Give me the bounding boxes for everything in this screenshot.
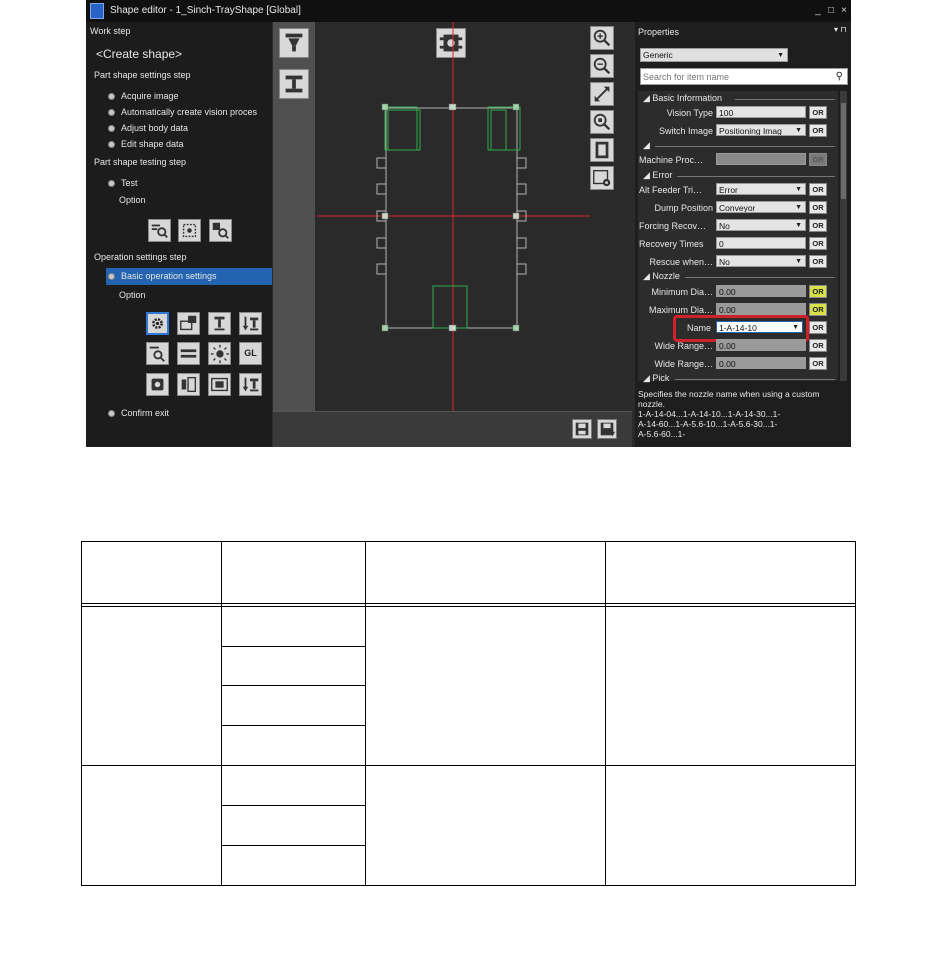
- gear-tool[interactable]: [146, 312, 169, 335]
- or-button[interactable]: OR: [809, 321, 827, 334]
- label-vision-type: Vision Type: [666, 108, 713, 118]
- table-row-rule: [221, 646, 365, 647]
- step-confirm-exit[interactable]: Confirm exit: [121, 408, 170, 418]
- step-bullet: [108, 410, 115, 417]
- camera-tool[interactable]: [177, 312, 200, 335]
- table-header-rule: [82, 606, 855, 607]
- handles: [382, 104, 519, 331]
- or-button[interactable]: OR: [809, 237, 827, 250]
- vision-type-field[interactable]: 100: [716, 106, 806, 118]
- component-body: [386, 108, 517, 328]
- table-divider: [605, 542, 606, 885]
- rescue-when-dropdown[interactable]: No ▼: [716, 255, 806, 267]
- shape-editor-window: [86, 0, 851, 447]
- table-row-rule: [82, 765, 855, 766]
- label-name: Name: [686, 323, 711, 333]
- or-button[interactable]: OR: [809, 339, 827, 352]
- description-line: A-14-60...1-A-5.6-10...1-A-5.6-30...1-: [638, 419, 778, 429]
- section-basic-information[interactable]: ◢ Basic Information: [643, 93, 722, 103]
- machine-proc-field: [716, 153, 806, 165]
- step-test[interactable]: Test: [121, 178, 138, 188]
- or-button[interactable]: OR: [809, 201, 827, 214]
- feeder-tool[interactable]: [177, 373, 200, 396]
- section-divider: [685, 277, 835, 278]
- place-arrow-tool-2[interactable]: [239, 373, 262, 396]
- table-row-rule: [221, 725, 365, 726]
- work-step-panel: [86, 22, 272, 447]
- label-switch-image: Switch Image: [658, 126, 713, 136]
- property-scrollbar[interactable]: [840, 91, 847, 381]
- maximize-button[interactable]: □: [827, 5, 835, 16]
- or-button[interactable]: OR: [809, 183, 827, 196]
- save-icon[interactable]: [572, 419, 592, 439]
- part-shape-testing-step: Part shape testing step: [94, 157, 187, 167]
- table-row-rule: [221, 685, 365, 686]
- inspect-zoom-tool[interactable]: [148, 219, 171, 242]
- nozzle-down-tool[interactable]: [208, 312, 231, 335]
- description-text: Specifies the nozzle name when using a custom nozzle.: [638, 389, 820, 409]
- step-acquire-image[interactable]: Acquire image: [121, 91, 179, 101]
- forcing-recov-dropdown[interactable]: No ▼: [716, 219, 806, 231]
- step-bullet: [108, 180, 115, 187]
- table-row-rule: [221, 845, 365, 846]
- table-header-rule: [82, 603, 855, 604]
- step-edit-shape-data[interactable]: Edit shape data: [121, 139, 184, 149]
- test-option-label: Option: [119, 195, 146, 205]
- label-maximum-dia: Maximum Dia…: [648, 305, 713, 315]
- save-as-icon[interactable]: [597, 419, 617, 439]
- wide-range-2-field[interactable]: 0.00: [716, 357, 806, 369]
- operation-option-label: Option: [119, 290, 146, 300]
- section-error[interactable]: ◢ Error: [643, 170, 673, 180]
- auto-detect-tool[interactable]: [178, 219, 201, 242]
- switch-image-dropdown[interactable]: Positioning Imag ▼: [716, 124, 806, 136]
- step-bullet: [108, 93, 115, 100]
- table-row-rule: [221, 805, 365, 806]
- step-bullet: [108, 273, 115, 280]
- description-line: A-5.6-60...1-: [638, 429, 686, 439]
- or-button[interactable]: OR: [809, 124, 827, 137]
- nozzle-name-dropdown[interactable]: 1-A-14-10 ▼: [716, 321, 803, 333]
- panel-pin-icon[interactable]: ▾ ⊓: [834, 25, 847, 34]
- description-line: 1-A-14-04...1-A-14-10...1-A-14-30...1-: [638, 409, 781, 419]
- gl-tool[interactable]: GL: [239, 342, 262, 365]
- create-shape-title: <Create shape>: [96, 47, 183, 61]
- section-divider: [655, 146, 835, 147]
- part-shape-settings-step: Part shape settings step: [94, 70, 191, 80]
- search-icon[interactable]: ⚲: [835, 71, 843, 82]
- section-divider: [735, 99, 835, 100]
- or-button[interactable]: OR: [809, 255, 827, 268]
- or-button[interactable]: OR: [809, 106, 827, 119]
- section-pick[interactable]: ◢ Pick: [643, 373, 670, 383]
- work-step-header: Work step: [90, 26, 131, 36]
- step-bullet: [108, 125, 115, 132]
- step-bullet: [108, 141, 115, 148]
- or-button-active[interactable]: OR: [809, 285, 827, 298]
- category-dropdown[interactable]: [640, 48, 788, 62]
- label-recovery-times: Recovery Times: [639, 239, 704, 249]
- grid-zoom-tool[interactable]: [209, 219, 232, 242]
- section-divider: [675, 379, 835, 380]
- label-rescue-when: Rescue when…: [649, 257, 713, 267]
- or-button-disabled: OR: [809, 153, 827, 166]
- section-collapsed[interactable]: ◢: [643, 140, 650, 150]
- or-button[interactable]: OR: [809, 357, 827, 370]
- inspect-tool-2[interactable]: [146, 342, 169, 365]
- properties-panel: [635, 22, 851, 447]
- wide-range-1-field[interactable]: 0.00: [716, 339, 806, 351]
- step-auto-create-vision[interactable]: Automatically create vision proces: [121, 107, 258, 117]
- place-arrow-tool[interactable]: [239, 312, 262, 335]
- label-wide-range-1: Wide Range…: [654, 341, 713, 351]
- maximum-dia-field[interactable]: 0.00: [716, 303, 806, 315]
- label-forcing-recov: Forcing Recov…: [639, 221, 707, 231]
- search-placeholder: Search for item name: [643, 72, 730, 82]
- window-title: Shape editor - 1_Sinch-TrayShape [Global]: [110, 5, 301, 16]
- property-description: [638, 389, 848, 439]
- alt-feeder-dropdown[interactable]: Error ▼: [716, 183, 806, 195]
- app-icon: [90, 3, 104, 19]
- step-bullet: [108, 109, 115, 116]
- step-basic-operation-settings[interactable]: Basic operation settings: [121, 271, 217, 281]
- scrollbar-thumb[interactable]: [841, 103, 846, 199]
- tray-tool[interactable]: [208, 373, 231, 396]
- section-divider: [677, 176, 835, 177]
- category-value: Generic: [643, 50, 673, 60]
- chip-tool[interactable]: [146, 373, 169, 396]
- label-machine-proc: Machine Proc…: [639, 155, 704, 165]
- minimum-dia-field[interactable]: 0.00: [716, 285, 806, 297]
- search-input[interactable]: [640, 68, 848, 85]
- operation-settings-step: Operation settings step: [94, 252, 187, 262]
- label-dump-position: Dump Position: [654, 203, 713, 213]
- step-adjust-body-data[interactable]: Adjust body data: [121, 123, 189, 133]
- properties-header: Properties: [638, 27, 680, 37]
- label-alt-feeder: Alt Feeder Tri…: [639, 185, 703, 195]
- table-divider: [221, 542, 222, 885]
- chevron-down-icon: ▼: [777, 52, 784, 59]
- title-bar: [86, 0, 851, 22]
- close-button[interactable]: ×: [841, 5, 847, 16]
- recovery-times-field[interactable]: 0: [716, 237, 806, 249]
- label-wide-range-2: Wide Range…: [654, 359, 713, 369]
- shape-drawing: [273, 22, 632, 412]
- conveyor-tool[interactable]: [177, 342, 200, 365]
- label-minimum-dia: Minimum Dia…: [651, 287, 713, 297]
- dump-position-dropdown[interactable]: Conveyor ▼: [716, 201, 806, 213]
- empty-table: [81, 541, 856, 886]
- section-nozzle[interactable]: ◢ Nozzle: [643, 271, 680, 281]
- table-divider: [365, 542, 366, 885]
- light-tool[interactable]: [208, 342, 231, 365]
- or-button[interactable]: OR: [809, 219, 827, 232]
- minimize-button[interactable]: _: [815, 5, 821, 16]
- or-button-active[interactable]: OR: [809, 303, 827, 316]
